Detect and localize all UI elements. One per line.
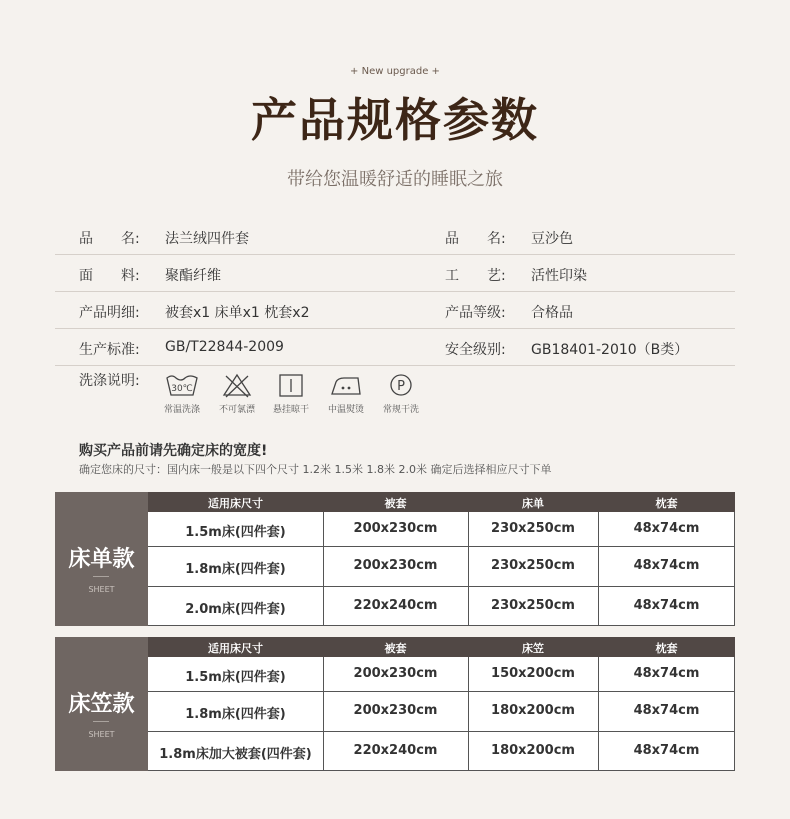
table-row <box>148 732 735 771</box>
size-table-fitted <box>55 637 735 771</box>
table-cell: 200x230cm <box>353 558 438 573</box>
iron-medium-icon <box>328 372 364 398</box>
table-cell: 200x230cm <box>353 703 438 718</box>
spec-row <box>55 255 735 292</box>
col-divider <box>598 657 599 771</box>
table-cell: 200x230cm <box>353 666 438 681</box>
table-cell: 48x74cm <box>633 598 700 613</box>
size-table-sheet <box>55 492 735 626</box>
col-divider <box>323 512 324 626</box>
table-cell: 48x74cm <box>633 666 700 681</box>
spec-value: 合格品 <box>531 305 573 321</box>
table-cell: 230x250cm <box>491 521 575 536</box>
table-cell: 230x250cm <box>491 558 575 573</box>
spec-label: 安全级别: <box>445 342 506 358</box>
spec-row <box>55 218 735 255</box>
notice-title: 购买产品前请先确定床的宽度! <box>79 443 268 459</box>
spec-value: 聚酯纤维 <box>165 268 221 284</box>
header-cell: 床笠 <box>522 642 544 655</box>
washing-label: 洗涤说明: <box>79 373 140 389</box>
table-row <box>148 657 735 692</box>
no-bleach-item <box>207 372 267 415</box>
table-cell: 1.8m床(四件套) <box>185 562 286 577</box>
table-cell: 2.0m床(四件套) <box>185 602 286 617</box>
header-cell: 适用床尺寸 <box>208 642 263 655</box>
divider <box>93 576 109 577</box>
spec-list <box>55 218 735 366</box>
table-cell: 1.5m床(四件套) <box>185 670 286 685</box>
spec-label: 产品等级: <box>445 305 506 321</box>
table-side <box>55 637 148 771</box>
spec-row <box>55 329 735 366</box>
wash-temp: 30℃ <box>171 384 193 394</box>
iron-item <box>316 372 376 415</box>
table-row <box>148 692 735 732</box>
spec-value: 豆沙色 <box>531 231 573 247</box>
table-row <box>148 587 735 626</box>
iron-caption: 中温熨烫 <box>327 405 364 415</box>
dry-clean-icon <box>383 372 419 398</box>
col-divider <box>468 657 469 771</box>
spec-label: 面 料: <box>79 268 140 284</box>
table-header <box>148 492 735 512</box>
table-cell: 230x250cm <box>491 598 575 613</box>
page-title: 产品规格参数 <box>251 93 539 147</box>
header-cell: 枕套 <box>655 497 678 510</box>
upgrade-tag: + New upgrade + <box>350 66 440 77</box>
spec-value: 法兰绒四件套 <box>165 231 249 247</box>
bleach-caption: 不可氯漂 <box>218 405 255 415</box>
page-subtitle: 带给您温暖舒适的睡眠之旅 <box>287 169 503 190</box>
table-name: 床单款 <box>68 547 135 572</box>
header-cell: 床单 <box>522 497 544 510</box>
table-cell: 48x74cm <box>633 743 700 758</box>
col-divider <box>734 512 735 626</box>
col-divider <box>323 657 324 771</box>
spec-label: 生产标准: <box>79 342 140 358</box>
hang-dry-item <box>261 372 321 415</box>
header-cell: 枕套 <box>655 642 678 655</box>
spec-value: 活性印染 <box>531 268 587 284</box>
spec-value: GB18401-2010（B类） <box>531 342 689 358</box>
spec-row <box>55 292 735 329</box>
table-cell: 48x74cm <box>633 558 700 573</box>
no-bleach-icon <box>219 372 255 398</box>
header-cell: 被套 <box>384 642 407 655</box>
table-sub: SHEET <box>88 585 115 594</box>
header-cell: 适用床尺寸 <box>208 497 263 510</box>
wash-caption: 常温洗涤 <box>163 405 200 415</box>
table-cell: 220x240cm <box>353 598 438 613</box>
table-cell: 180x200cm <box>491 743 575 758</box>
dry-clean-item <box>371 372 431 415</box>
dry-caption: 悬挂晾干 <box>272 405 309 415</box>
col-divider <box>734 657 735 771</box>
divider <box>93 721 109 722</box>
table-cell: 200x230cm <box>353 521 438 536</box>
table-name: 床笠款 <box>68 692 135 717</box>
spec-label: 品 名: <box>445 231 506 247</box>
spec-value: GB/T22844-2009 <box>165 339 284 355</box>
wash-30-icon <box>164 372 200 398</box>
table-cell: 1.8m床(四件套) <box>185 707 286 722</box>
table-side <box>55 492 148 626</box>
table-row <box>148 547 735 587</box>
wash-30-item <box>152 372 212 415</box>
col-divider <box>468 512 469 626</box>
spec-value: 被套x1 床单x1 枕套x2 <box>165 305 310 321</box>
dryclean-caption: 常规干洗 <box>382 405 419 415</box>
table-cell: 1.5m床(四件套) <box>185 525 286 540</box>
table-cell: 180x200cm <box>491 703 575 718</box>
table-cell: 220x240cm <box>353 743 438 758</box>
spec-label: 产品明细: <box>79 305 140 321</box>
notice-text: 确定您床的尺寸：国内床一般是以下四个尺寸 1.2米 1.5米 1.8米 2.0米 确定后选择相应尺寸下单 <box>79 463 552 476</box>
dry-clean-letter: P <box>397 379 405 394</box>
header-cell: 被套 <box>384 497 407 510</box>
col-divider <box>598 512 599 626</box>
table-cell: 150x200cm <box>491 666 575 681</box>
table-header <box>148 637 735 657</box>
spec-label: 工 艺: <box>445 268 506 284</box>
table-row <box>148 512 735 547</box>
table-cell: 1.8m床加大被套(四件套) <box>159 747 312 762</box>
spec-label: 品 名: <box>79 231 140 247</box>
table-cell: 48x74cm <box>633 521 700 536</box>
table-cell: 48x74cm <box>633 703 700 718</box>
table-sub: SHEET <box>88 730 115 739</box>
hang-dry-icon <box>273 372 309 398</box>
